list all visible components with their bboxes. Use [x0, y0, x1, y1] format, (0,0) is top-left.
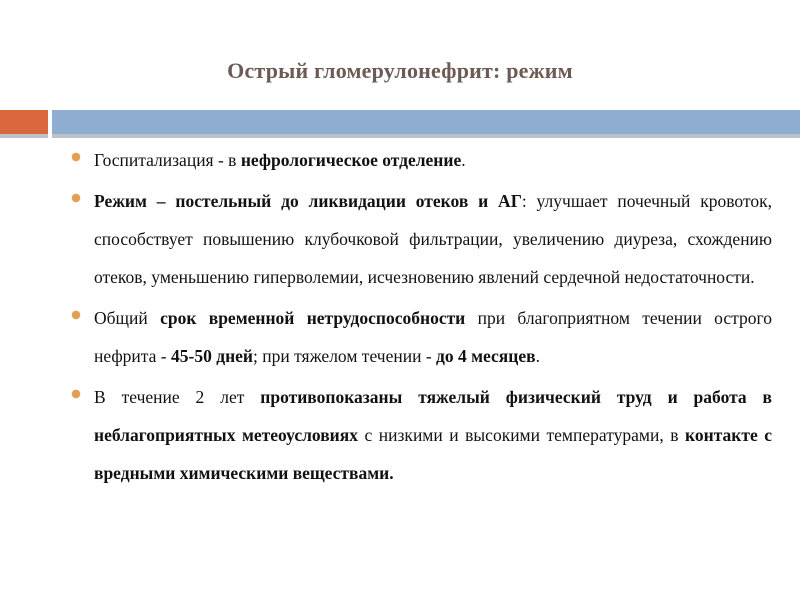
bullet-list [72, 141, 772, 495]
bullet-segment: Общий [94, 308, 161, 328]
bullet-dot-icon [72, 194, 80, 202]
slide-title: Острый гломерулонефрит: режим [227, 58, 573, 83]
accent-bar-gray-right [52, 134, 800, 138]
bullet-dot-icon [72, 390, 80, 398]
bullet-item [72, 378, 772, 492]
bullet-segment: В течение 2 лет [94, 387, 261, 407]
bullet-segment: при благоприятном течении острого нефрита - [94, 308, 772, 366]
bullet-segment: Госпитализация - в [94, 150, 241, 170]
bullet-segment: : улучшает почечный кровоток, способствует повышению клубочковой фильтрации, увеличению диуреза, схождению отеков, уменьшению гиперволемии, исчезновению явлений сердечной недостаточности. [94, 191, 772, 287]
bullet-segment-bold: нефрологическое отделение [240, 150, 462, 170]
bullet-segment: ; при тяжелом течении - [253, 346, 437, 366]
bullet-segment-bold: 45-50 дней [171, 346, 254, 366]
bullet-dot-icon [72, 153, 80, 161]
accent-bar-blue [52, 110, 800, 134]
bullet-item [72, 141, 772, 179]
bullet-item [72, 299, 772, 375]
bullet-segment: с низкими и высокими температурами, в [357, 425, 686, 445]
bullet-segment-bold: срок временной нетрудоспособности [160, 308, 466, 328]
bullet-segment: . [535, 346, 540, 366]
bullet-segment-bold: до 4 месяцев [436, 346, 536, 366]
accent-bar-gray-left [0, 134, 48, 138]
accent-bar-orange [0, 110, 48, 134]
bullet-segment-bold: Режим – постельный до ликвидации отеков и АГ [94, 191, 522, 211]
bullet-item [72, 182, 772, 296]
bullet-segment-bold: противопоказаны тяжелый физический труд и работа в неблагоприятных метеоусловиях [94, 387, 773, 445]
bullet-segment: . [461, 150, 466, 170]
bullet-dot-icon [72, 311, 80, 319]
bullet-segment-bold: контакте с вредными химическими веществами. [94, 425, 772, 483]
